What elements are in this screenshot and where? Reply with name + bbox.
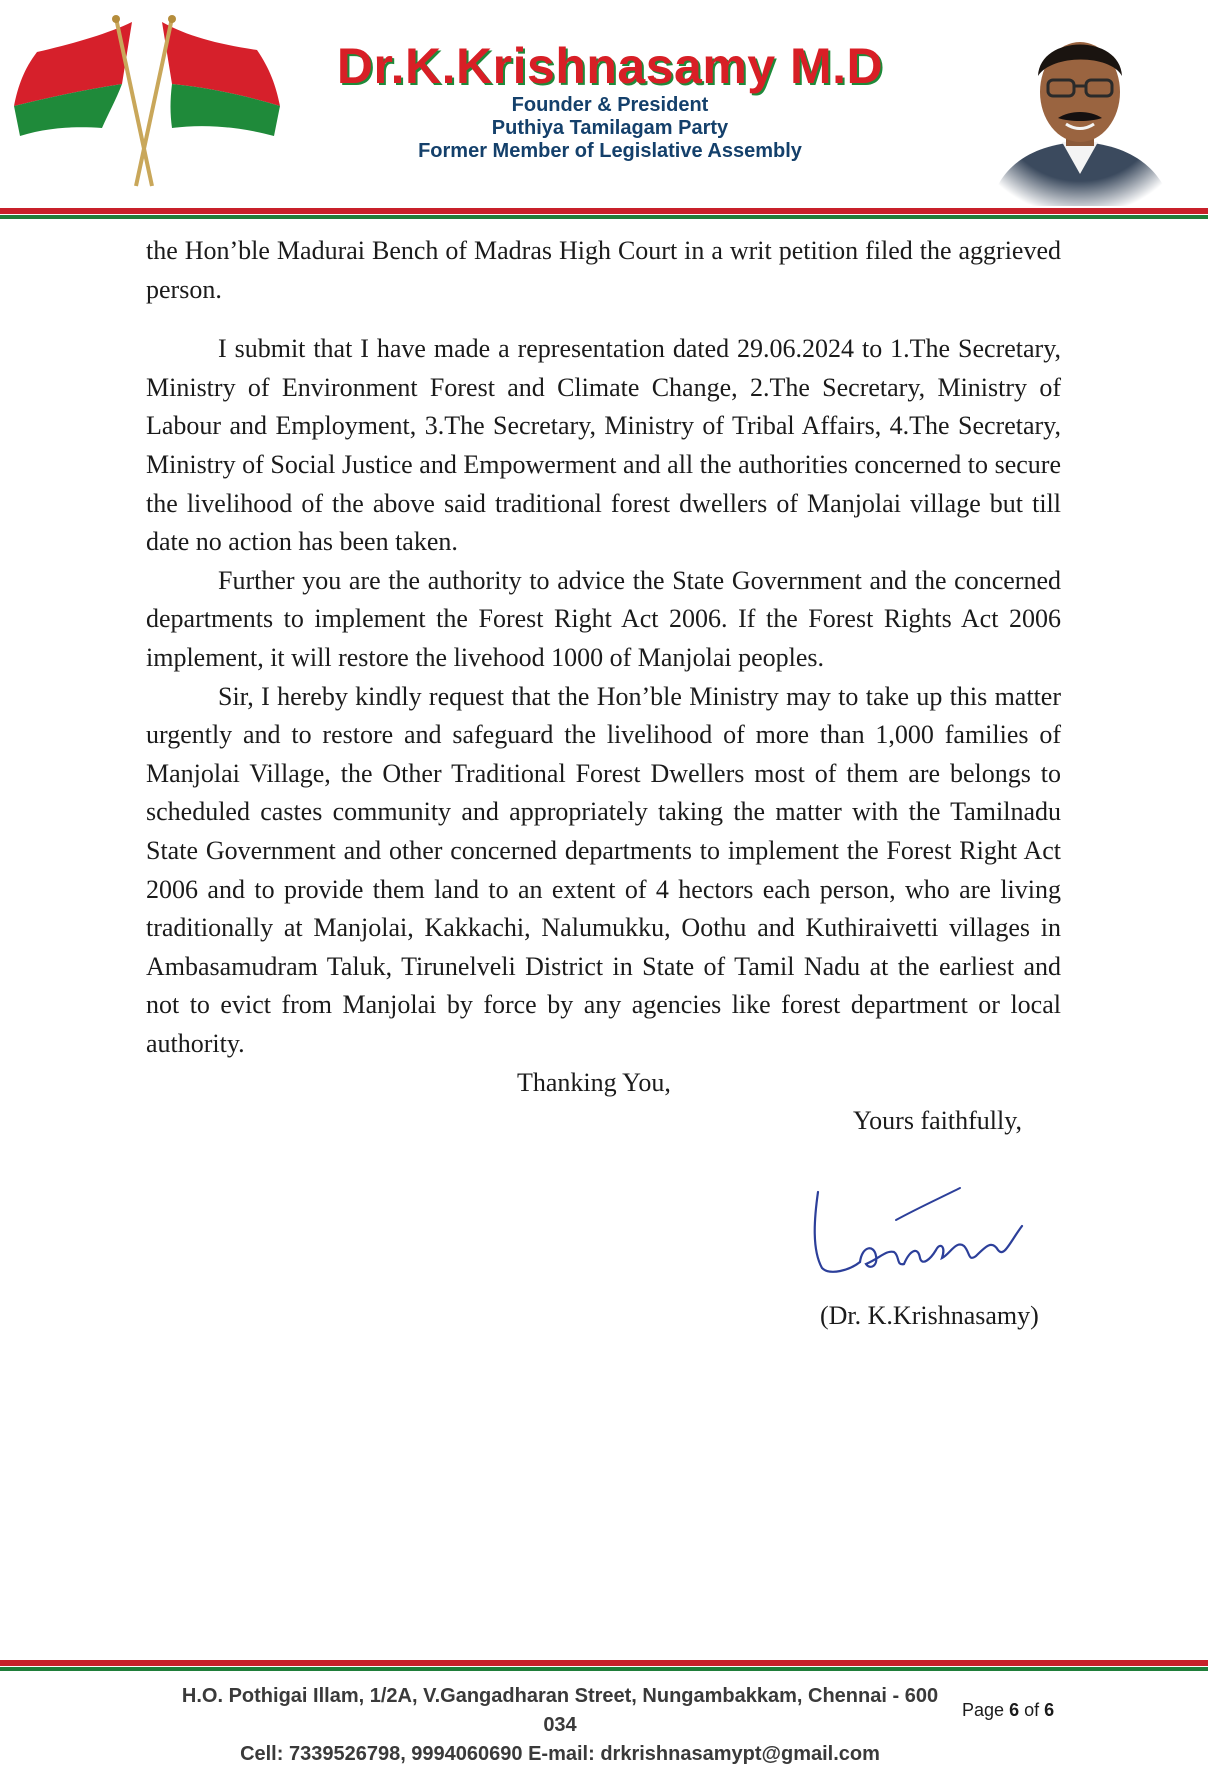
thanking-line: Thanking You,: [517, 1068, 671, 1097]
footer-contact: Cell: 7339526798, 9994060690 E-mail: drkrishnasamypt@gmail.com: [240, 1743, 880, 1765]
body-paragraph-continuation: the Hon’ble Madurai Bench of Madras High Court in a writ petition filed the aggrieved person.: [146, 236, 1061, 304]
page-number: [962, 1700, 1054, 1721]
footer-divider: [0, 1660, 1208, 1671]
sender-title: Founder & President: [511, 94, 709, 116]
sender-portrait-photo: [980, 14, 1180, 206]
body-paragraph-request: Sir, I hereby kindly request that the Hon’ble Ministry may to take up this matter urgently and to restore and safeguard the livelihood of more than 1,000 families of Manjolai Village, the Other Traditional Forest Dwellers most of them are belongs to scheduled castes community and appropriately taking the matter with the Tamilnadu State Government and other concerned departments to implement the Forest Right Act 2006 and to provide them land to an extent of 4 hectors each person, who are living traditionally at Manjolai, Kakkachi, Nalumukku, Oothu and Kuthiraivetti villages in Ambasamudram Taluk, Tirunelveli District in State of Tamil Nadu at the earliest and not to evict from Manjolai by force by any agencies like forest department or local authority.: [146, 681, 1061, 1058]
body-paragraph-representation: I submit that I have made a representation dated 29.06.2024 to 1.The Secretary, Ministry of Environment Forest and Climate Change, 2.The Secretary, Ministry of Labour and Employment, 3.The Secretary, Ministry of Tribal Affairs, 4.The Secretary, Ministry of Social Justice and Empowerment and all the authorities concerned to secure the livelihood of the above said traditional forest dwellers of Manjolai village but till date no action has been taken.: [146, 334, 1061, 557]
party-name: Puthiya Tamilagam Party: [491, 117, 729, 139]
sender-name: Dr.K.Krishnasamy M.D: [336, 38, 884, 94]
valediction: Yours faithfully,: [853, 1106, 1023, 1135]
page-of: of: [1024, 1700, 1040, 1720]
signer-name: (Dr. K.Krishnasamy): [820, 1301, 1039, 1330]
letterhead-title-block: [300, 38, 920, 163]
handwritten-signature: [800, 1180, 1050, 1280]
page-label: Page: [962, 1700, 1005, 1720]
party-flags-logo: [12, 14, 282, 190]
page-current: 6: [1009, 1700, 1020, 1720]
header-divider: [0, 208, 1208, 219]
former-role: Former Member of Legislative Assembly: [418, 140, 802, 162]
body-paragraph-forest-rights: Further you are the authority to advice the State Government and the concerned departments to implement the Forest Right Act 2006. If the Forest Rights Act 2006 implement, it will restore the livehood 1000 of Manjolai peoples.: [146, 565, 1061, 672]
letter-body: [146, 232, 1061, 1063]
letterhead: [0, 0, 1208, 220]
page-total: 6: [1044, 1700, 1055, 1720]
footer-address: H.O. Pothigai Illam, 1/2A, V.Gangadharan Street, Nungambakkam, Chennai - 600 034: [181, 1685, 939, 1736]
footer: [170, 1682, 950, 1769]
